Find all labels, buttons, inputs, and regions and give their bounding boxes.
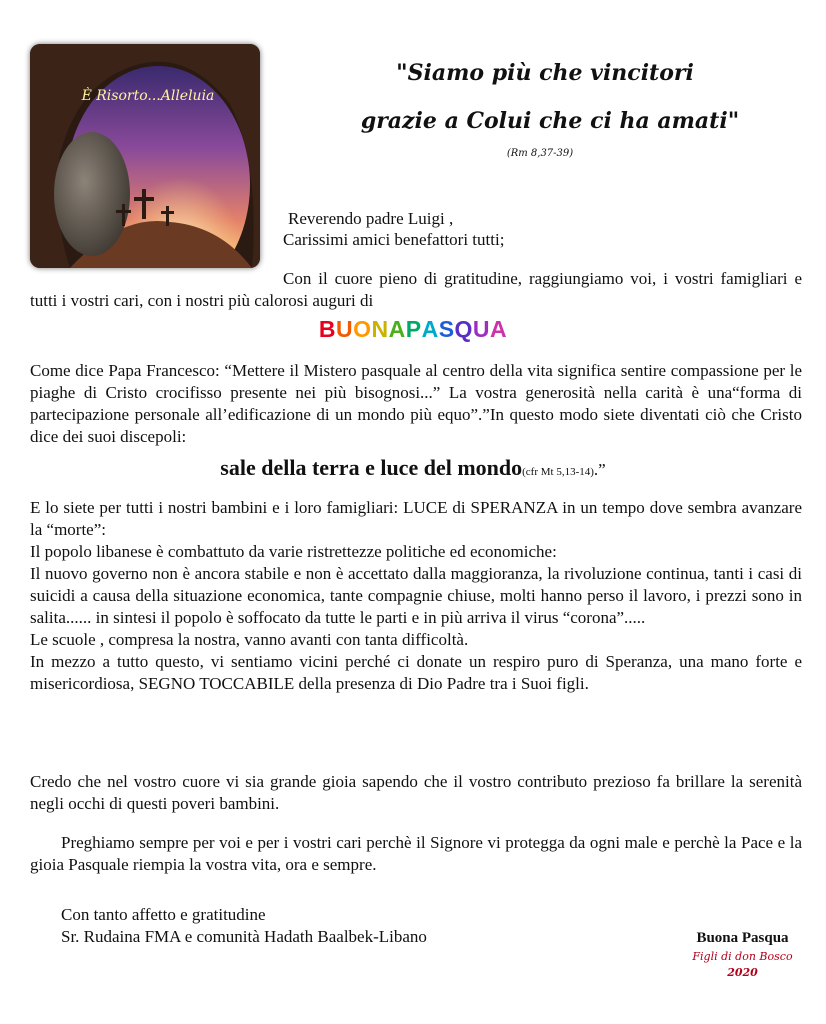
signature-line-1: Con tanto affetto e gratitudine xyxy=(61,905,266,924)
intro-paragraph: Con il cuore pieno di gratitudine, raggiungiamo voi, i vostri famigliari e tutti i vostri cari, con i nostri più calorosi auguri di xyxy=(30,269,802,310)
situation-line: E lo siete per tutti i nostri bambini e i loro famigliari: LUCE di SPERANZA in un tempo dove sembra avanzare la “morte”: xyxy=(30,498,802,539)
pope-quote-paragraph: Come dice Papa Francesco: “Mettere il Mistero pasquale al centro della vita significa sentire compassione per le piaghe di Cristo crocifisso presente nei più bisognosi...” La vostra generosità nella carità è una“forma di partecipazione personale all’edificazione di un mondo più equo”.”In questo modo siete diventati ciò che Cristo dice dei suoi discepoli: xyxy=(30,361,802,446)
situation-line: Le scuole , compresa la nostra, vanno avanti con tanta difficoltà. xyxy=(30,630,469,649)
buona-pasqua-letter: O xyxy=(353,316,372,342)
footer-subtitle: Figli di don Bosco xyxy=(692,950,793,963)
buona-pasqua-letter: A xyxy=(490,316,508,342)
buona-pasqua-letter: A xyxy=(421,316,439,342)
quote-reference: (Rm 8,37-39) xyxy=(506,148,574,159)
buona-pasqua-letter: Q xyxy=(454,316,473,342)
buona-pasqua-letter: N xyxy=(371,316,389,342)
salt-light-text: sale della terra e luce del mondo xyxy=(220,455,523,480)
buona-pasqua-letter: B xyxy=(318,316,336,342)
signature-line-2: Sr. Rudaina FMA e comunità Hadath Baalbek-Libano xyxy=(61,927,427,946)
greeting-line-1: Reverendo padre Luigi , xyxy=(288,209,454,228)
situation-line: In mezzo a tutto questo, vi sentiamo vicini perché ci donate un respiro puro di Speranza, una mano forte e misericordiosa, SEGNO TOCCABILE della presenza di Dio Padre tra i Suoi figli. xyxy=(30,652,802,693)
situation-paragraph xyxy=(30,497,802,695)
salt-light-reference: (cfr Mt 5,13-14) xyxy=(522,466,594,478)
buona-pasqua-letter: U xyxy=(335,316,354,342)
prayer-paragraph: Preghiamo sempre per voi e per i vostri cari perchè il Signore vi protegga da ogni male e perchè la Pace e la gioia Pasquale riempia la vostra vita, ora e sempre. xyxy=(30,833,802,874)
buona-pasqua-heading xyxy=(0,316,826,343)
salt-light-heading xyxy=(0,455,826,481)
buona-pasqua-letter: U xyxy=(472,316,491,342)
salt-light-tail: .” xyxy=(593,460,606,479)
situation-line: Il nuovo governo non è ancora stabile e non è accettato dalla maggioranza, la rivoluzione continua, tanti i casi di suicidi a causa della situazione economica, tante compagnie chiuse, molti hanno perso il lavoro, i prezzi sono in salita...... in sintesi il popolo è soffocato da tutte le parti e in più arriva il virus “corona”..... xyxy=(30,564,802,627)
joy-paragraph: Credo che nel vostro cuore vi sia grande gioia sapendo che il vostro contributo prezioso fa brillare la serenità negli occhi di questi poveri bambini. xyxy=(30,772,802,813)
quote-line-1: "Siamo più che vincitori xyxy=(396,60,694,86)
buona-pasqua-letter: S xyxy=(438,316,455,342)
image-caption: È Risorto...Alleluia xyxy=(81,88,215,104)
footer-year: 2020 xyxy=(727,966,758,979)
quote-line-2: grazie a Colui che ci ha amati" xyxy=(360,108,740,134)
easter-tomb-image xyxy=(30,44,260,268)
buona-pasqua-letter: A xyxy=(388,316,406,342)
situation-line: Il popolo libanese è combattuto da varie ristrettezze politiche ed economiche: xyxy=(30,542,557,561)
greeting-line-2: Carissimi amici benefattori tutti; xyxy=(283,230,505,249)
buona-pasqua-letter: P xyxy=(405,316,422,342)
footer-title: Buona Pasqua xyxy=(696,930,789,946)
